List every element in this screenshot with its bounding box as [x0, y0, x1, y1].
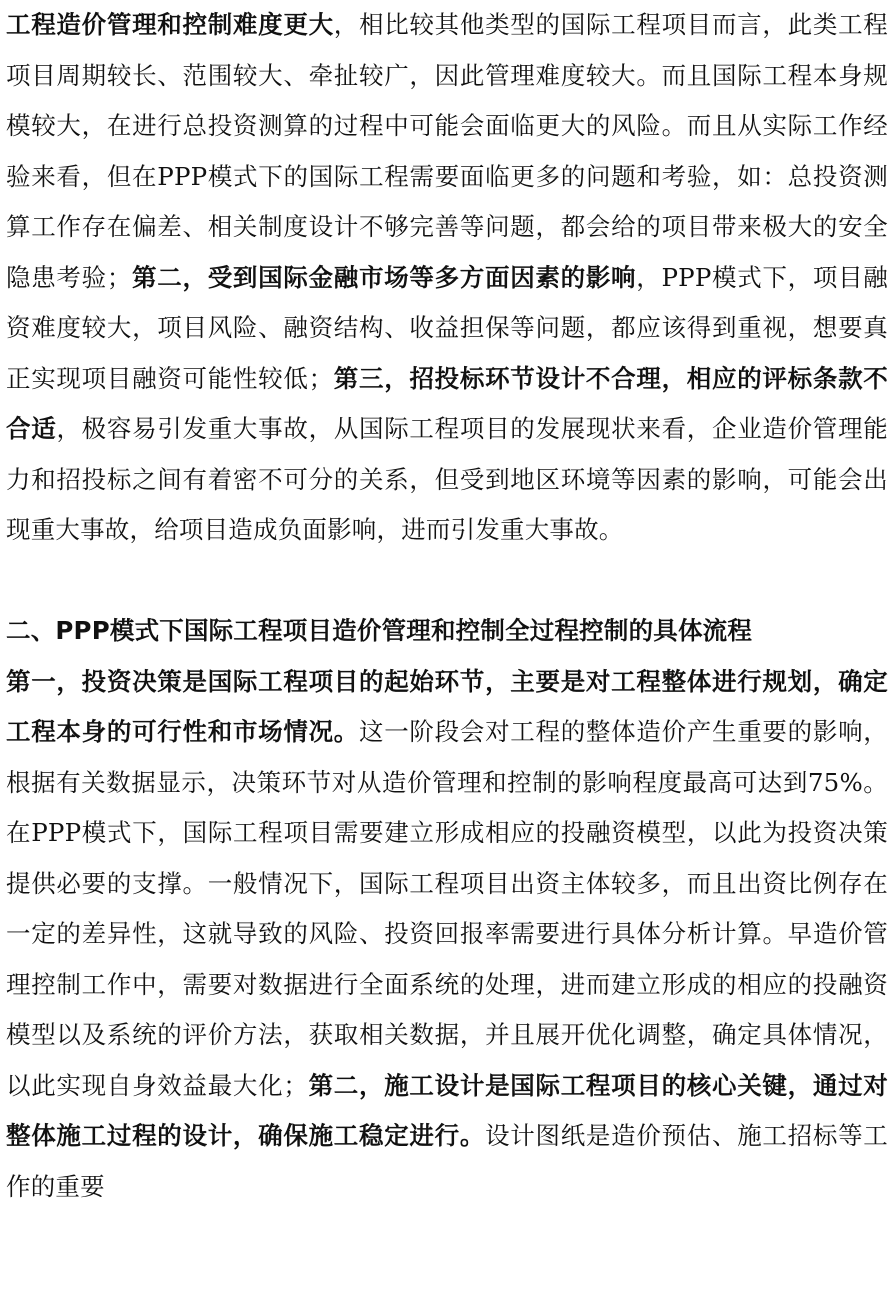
paragraph-text: ，极容易引发重大事故，从国际工程项目的发展现状来看，企业造价管理能力和招投标之间有着密不可分的关系，但受到地区环境等因素的影响，可能会出现重大事故，给项目造成负面影响，进而引发重大事故。 — [6, 414, 888, 544]
paragraph-text: ，PPP模式下，项目融资难度较大，项目风险、融资结构、收益担保等问题，都应该得到重视，想要真正实现项目融资可能性较低； — [6, 262, 889, 393]
bold-phrase-construction-design: 第二，施工设计是国际工程项目的核心关键，通过对整体施工过程的设计，确保施工稳定进行。 — [6, 1070, 888, 1150]
paragraph-process — [6, 657, 888, 1213]
paragraph-text: 这一阶段会对工程的整体造价产生重要的影响，根据有关数据显示，决策环节对从造价管理和控制的影响程度最高可达到75%。在PPP模式下，国际工程项目需要建立形成相应的投融资模型，以此为投资决策提供必要的支撑。一般情况下，国际工程项目出资主体较多，而且出资比例存在一定的差异性，这就导致的风险、投资回报率需要进行具体分析计算。早造价管理控制工作中，需要对数据进行全面系统的处理，进而建立形成的相应的投融资模型以及系统的评价方法，获取相关数据，并且展开优化调整，确定具体情况，以此实现自身效益最大化； — [6, 717, 888, 1100]
paragraph-spacer — [6, 556, 888, 607]
bold-phrase-bidding: 第三，招投标环节设计不合理，相应的评标条款不合适 — [6, 363, 888, 443]
paragraph-challenges — [6, 0, 888, 556]
bold-phrase-financial-market: 第二，受到国际金融市场等多方面因素的影响 — [131, 262, 637, 292]
bold-phrase-cost-difficulty: 工程造价管理和控制难度更大 — [6, 10, 334, 39]
document-page — [6, 0, 888, 1212]
paragraph-text: ，相比较其他类型的国际工程项目而言，此类工程项目周期较长、范围较大、牵扯较广，因此管理难度较大。而且国际工程本身规模较大，在进行总投资测算的过程中可能会面临更大的风险。而且从实际工作经验来看，但在PPP模式下的国际工程需要面临更多的问题和考验，如：总投资测算工作存在偏差、相关制度设计不够完善等问题，都会给的项目带来极大的安全隐患考验； — [6, 10, 888, 292]
section-heading: 二、PPP模式下国际工程项目造价管理和控制全过程控制的具体流程 — [6, 616, 753, 645]
paragraph-text: 设计图纸是造价预估、施工招标等工作的重要 — [6, 1121, 888, 1201]
bold-phrase-investment-decision: 第一，投资决策是国际工程项目的起始环节，主要是对工程整体进行规划，确定工程本身的可行性和市场情况。 — [6, 666, 888, 746]
